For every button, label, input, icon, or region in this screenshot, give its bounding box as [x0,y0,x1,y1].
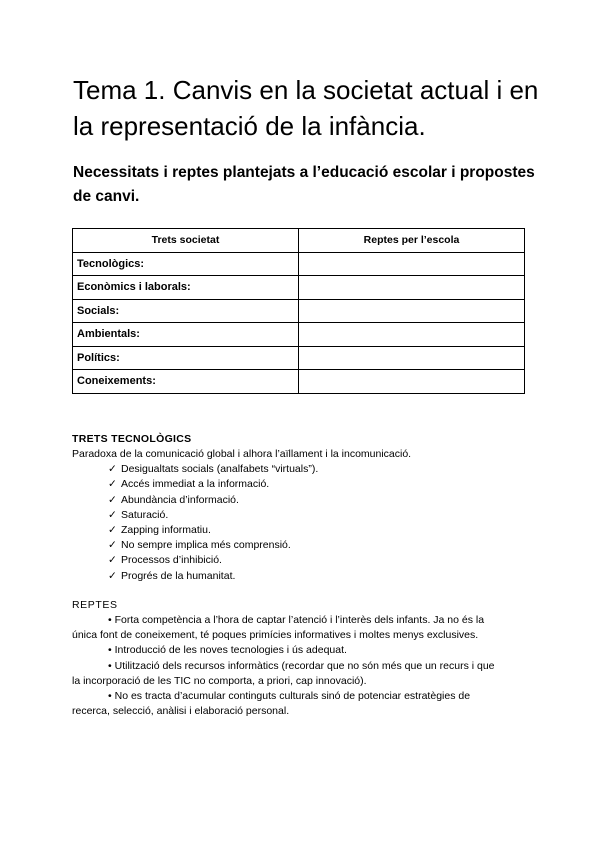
table-row [73,323,525,347]
bullet-icon: • [108,690,112,703]
row-label: Ambientals: [73,323,299,347]
list-item: ✓ Abundància d’informació. [108,493,532,508]
reptes-section [72,598,532,719]
reptes-paragraph: • No es tracta d’acumular continguts culturals sinó de potenciar estratègies de recerca, selecció, anàlisi i elaboració personal. [72,690,471,718]
column-header-traits: Trets societat [73,229,299,253]
empty-cell [299,299,525,323]
bullet-icon: • [108,659,112,672]
list-item: ✓ Processos d’inhibició. [108,553,532,568]
table-row [73,346,525,370]
checkmark-icon: ✓ [108,524,117,537]
row-label: Coneixements: [73,370,299,394]
trets-list [72,462,532,584]
empty-cell [299,252,525,276]
row-label: Polítics: [73,346,299,370]
table-row [73,276,525,300]
bullet-icon: • [108,614,112,626]
traits-table [72,228,525,394]
reptes-paragraph: • Introducció de les noves tecnologies i ús adequat. [108,644,347,657]
column-header-challenges: Reptes per l’escola [299,229,525,253]
list-item: ✓ Zapping informatiu. [108,523,532,538]
checkmark-icon: ✓ [108,554,117,567]
list-item: ✓ Saturació. [108,508,532,523]
empty-cell [299,276,525,300]
empty-cell [299,370,525,394]
checkmark-icon: ✓ [108,478,117,491]
checkmark-icon: ✓ [108,463,117,476]
empty-cell [299,323,525,347]
trets-intro: Paradoxa de la comunicació global i alhora l’aïllament i la incomunicació. [72,448,412,460]
list-item: ✓ Desigualtats socials (analfabets “virtuals”). [108,462,532,477]
row-label: Socials: [73,299,299,323]
table-row [73,252,525,276]
table-header-row [73,229,525,253]
list-item: ✓ Accés immediat a la informació. [108,477,532,492]
checkmark-icon: ✓ [108,539,117,552]
trets-section [72,432,532,584]
bullet-icon: • [108,644,112,657]
table-row [73,370,525,394]
row-label: Tecnològics: [73,252,299,276]
reptes-heading: REPTES [72,599,118,611]
section-subtitle: Necessitats i reptes plantejats a l’educació escolar i propostes de canvi. [73,164,535,205]
trets-heading: TRETS TECNOLÒGICS [72,433,192,445]
checkmark-icon: ✓ [108,508,117,521]
reptes-paragraph: • Utilització dels recursos informàtics (recordar que no són més que un recurs i que la incorporació de les TIC no comporta, a priori, cap innovació). [72,659,495,687]
table-row [73,299,525,323]
list-item: ✓ No sempre implica més comprensió. [108,538,532,553]
row-label: Econòmics i laborals: [73,276,299,300]
checkmark-icon: ✓ [108,493,117,506]
reptes-paragraph: • Forta competència a l’hora de captar l’atenció i l’interès dels infants. Ja no és la única font de coneixement, té poques primícies informatives i moltes menys exclusives. [72,614,485,642]
empty-cell [299,346,525,370]
checkmark-icon: ✓ [108,569,117,582]
list-item: ✓ Progrés de la humanitat. [108,569,532,584]
page-title: Tema 1. Canvis en la societat actual i en la representació de la infància. [73,75,539,141]
